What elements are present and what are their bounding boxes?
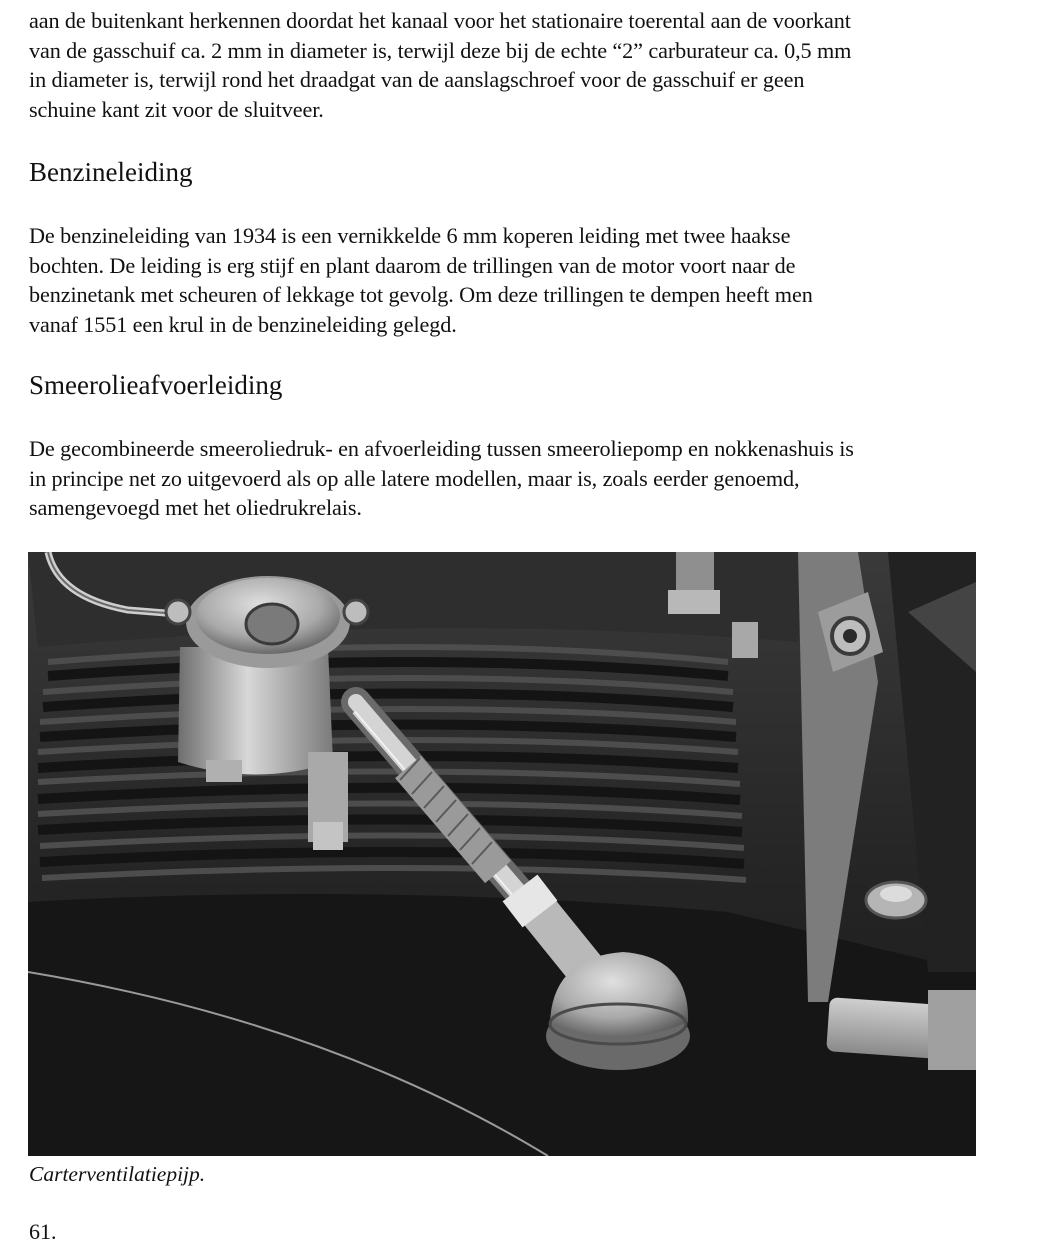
heading-smeerolieafvoerleiding: Smeerolieafvoerleiding — [29, 370, 283, 400]
figure-caption: Carterventilatiepijp. — [29, 1162, 206, 1186]
engine-photo-illustration — [28, 552, 976, 1156]
intro-paragraph: aan de buitenkant herkennen doordat het kanaal voor het stationaire toerental aan de voorkant van de gasschuif ca. 2 mm in diameter is, terwijl deze bij de echte “2” carburateur ca. 0,5 mm in diameter is, terwijl rond het draadgat van de aanslagschroef voor de gasschuif er geen schuine kant zit voor de sluitveer. — [29, 8, 852, 122]
benzineleiding-paragraph: De benzineleiding van 1934 is een vernikkelde 6 mm koperen leiding met twee haakse bochten. De leiding is erg stijf en plant daarom de trillingen van de motor voort naar de benzinetank met scheuren of lekkage tot gevolg. Om deze trillingen te dempen heeft men vanaf 1551 een krul in de benzineleiding gelegd. — [29, 223, 813, 337]
heading-benzineleiding: Benzineleiding — [29, 157, 193, 187]
smeerolie-paragraph: De gecombineerde smeeroliedruk- en afvoerleiding tussen smeeroliepomp en nokkenashuis is in principe net zo uitgevoerd als op alle latere modellen, maar is, zoals eerder genoemd, samengevoegd met het oliedrukrelais. — [29, 436, 854, 520]
page-number: 61. — [29, 1219, 57, 1244]
engine-photo — [28, 552, 976, 1156]
